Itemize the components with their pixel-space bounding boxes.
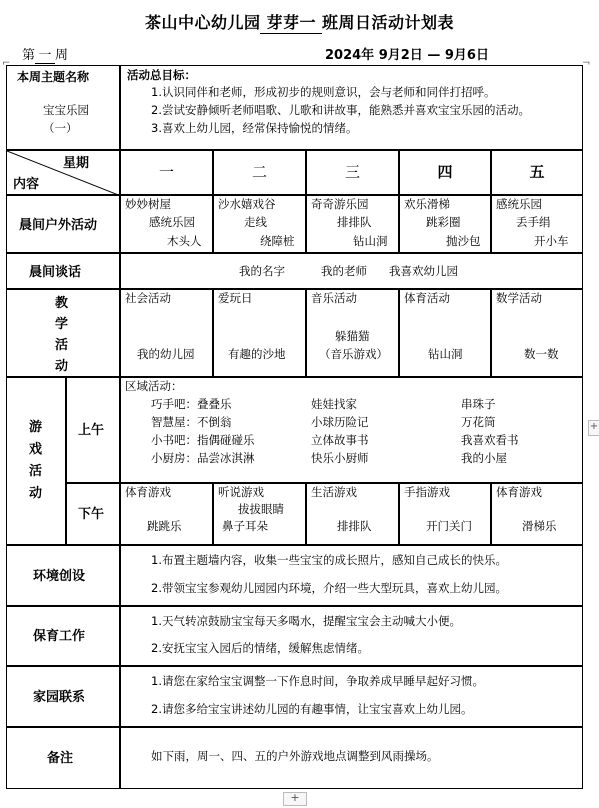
pm-game-type: 手指游戏 <box>404 485 450 499</box>
corner-mark-left: ⌐ <box>2 58 11 69</box>
title-school: 茶山中心幼儿园 <box>144 13 261 32</box>
area-item: 我喜欢看书 <box>461 433 519 447</box>
pm-game-name: 鼻子耳朵 <box>222 519 268 533</box>
date-range: 2024年 9月2日 — 9月6日 <box>325 48 489 63</box>
environment-item: 2.带领宝宝参观幼儿园园内环境，介绍一些大型玩具，喜欢上幼儿园。 <box>151 581 507 595</box>
pm-game-type: 听说游戏 <box>218 485 264 499</box>
goal-item: 2.尝试安静倾听老师唱歌、儿歌和讲故事，能熟悉并喜欢宝宝乐园的活动。 <box>151 103 530 117</box>
games-label-cell <box>6 377 66 545</box>
morning-outdoor-label-cell <box>6 195 120 253</box>
notes-cell <box>120 727 583 789</box>
corner-top-label: 星期 <box>63 156 90 171</box>
outdoor-game: 钻山洞 <box>353 234 388 248</box>
pm-game-name: 跳跳乐 <box>147 519 182 533</box>
teaching-type: 爱玩日 <box>218 291 253 305</box>
area-item: 娃娃找家 <box>311 397 357 411</box>
goal-item: 3.喜欢上幼儿园，经常保持愉悦的情绪。 <box>151 121 358 135</box>
area-item: 智慧屋：不倒翁 <box>151 415 232 429</box>
theme-name: 宝宝乐园 <box>43 103 89 117</box>
outdoor-game: 感统乐园 <box>149 215 195 229</box>
area-item: 串珠子 <box>461 397 496 411</box>
week-line <box>22 44 68 64</box>
outdoor-game: 木头人 <box>167 234 202 248</box>
teaching-topic: 我的幼儿园 <box>137 347 195 361</box>
pm-game-name: 滑梯乐 <box>522 519 557 533</box>
goal-item: 1.认识同伴和老师，形成初步的规则意识，会与老师和同伴打招呼。 <box>151 85 496 99</box>
pm-game-name: 开门关门 <box>426 519 472 533</box>
games-am-label: 上午 <box>78 423 105 438</box>
pm-game-cell <box>120 483 213 545</box>
notes-label-cell <box>6 727 120 789</box>
care-label-cell <box>6 606 120 666</box>
home-label: 家园联系 <box>33 690 86 705</box>
title-class-name: 芽芽一 <box>260 10 322 34</box>
goals-cell <box>120 65 583 150</box>
teaching-topic: 钻山洞 <box>428 347 463 361</box>
teaching-label-char: 活 <box>55 338 69 353</box>
week-number: 一 <box>35 44 55 64</box>
outdoor-game: 绕障桩 <box>260 234 295 248</box>
plan-table <box>6 65 583 789</box>
outdoor-game: 走线 <box>244 215 267 229</box>
games-label-char: 活 <box>29 464 43 479</box>
pm-game-cell <box>491 483 583 545</box>
games-label-char: 动 <box>29 486 43 501</box>
theme-cell <box>6 65 120 150</box>
home-cell <box>120 666 583 727</box>
area-item: 小厨房：品尝冰淇淋 <box>151 451 255 465</box>
care-cell <box>120 606 583 666</box>
outdoor-place: 沙水嬉戏谷 <box>218 197 276 211</box>
day-header: 三 <box>306 150 399 195</box>
morning-outdoor-cell <box>491 195 583 253</box>
pm-game-type: 体育游戏 <box>125 485 171 499</box>
page-title <box>0 10 599 34</box>
goals-label: 活动总目标： <box>127 68 196 82</box>
teaching-cell <box>120 289 213 377</box>
outdoor-game: 抛沙包 <box>446 234 481 248</box>
area-activities-cell <box>120 377 583 483</box>
outdoor-place: 妙妙树屋 <box>125 197 171 211</box>
morning-outdoor-cell <box>306 195 399 253</box>
area-item: 巧手吧：叠叠乐 <box>151 397 232 411</box>
pm-game-cell <box>306 483 399 545</box>
morning-talk-cell <box>120 253 583 289</box>
day-header: 四 <box>399 150 491 195</box>
pm-game-cell <box>399 483 491 545</box>
teaching-cell <box>213 289 306 377</box>
environment-label: 环境创设 <box>33 569 86 584</box>
corner-mark-right: ¬ <box>582 58 591 69</box>
area-item: 我的小屋 <box>461 451 507 465</box>
week-prefix: 第 <box>22 48 36 63</box>
pm-game-cell <box>213 483 306 545</box>
home-label-cell <box>6 666 120 727</box>
teaching-type: 数学活动 <box>496 291 542 305</box>
area-label: 区域活动： <box>125 379 183 393</box>
day-header: 二 <box>213 150 306 195</box>
morning-outdoor-cell <box>213 195 306 253</box>
outdoor-game: 排排队 <box>337 215 372 229</box>
talk-topic: 我喜欢幼儿园 <box>389 264 458 278</box>
pm-game-name: 拔拔眼睛 <box>238 502 284 516</box>
area-item: 万花筒 <box>461 415 496 429</box>
day-header: 五 <box>491 150 583 195</box>
theme-part: （一） <box>43 121 78 135</box>
title-suffix: 班周日活动计划表 <box>322 13 455 32</box>
pm-game-name: 排排队 <box>337 519 372 533</box>
teaching-topic: （音乐游戏） <box>319 347 388 361</box>
teaching-type: 体育活动 <box>404 291 450 305</box>
environment-label-cell <box>6 545 120 606</box>
teaching-topic: 有趣的沙地 <box>228 347 286 361</box>
environment-cell <box>120 545 583 606</box>
teaching-label-cell <box>6 289 120 377</box>
notes-label: 备注 <box>47 751 74 766</box>
outdoor-game: 跳彩圈 <box>426 215 461 229</box>
day-header: 一 <box>120 150 213 195</box>
environment-item: 1.布置主题墙内容，收集一些宝宝的成长照片，感知自己成长的快乐。 <box>151 553 507 567</box>
games-pm-label: 下午 <box>78 507 105 522</box>
morning-outdoor-label: 晨间户外活动 <box>19 218 98 233</box>
teaching-label-char: 学 <box>55 317 69 332</box>
morning-talk-label-cell <box>6 253 120 289</box>
teaching-cell <box>491 289 583 377</box>
home-item: 2.请您多给宝宝讲述幼儿园的有趣事情，让宝宝喜欢上幼儿园。 <box>151 702 473 716</box>
add-row-icon[interactable]: + <box>283 792 307 806</box>
corner-cell <box>6 150 120 195</box>
talk-topic: 我的名字 <box>239 264 285 278</box>
home-item: 1.请您在家给宝宝调整一下作息时间，争取养成早睡早起好习惯。 <box>151 674 484 688</box>
teaching-cell <box>399 289 491 377</box>
teaching-type: 社会活动 <box>125 291 171 305</box>
morning-outdoor-cell <box>399 195 491 253</box>
outdoor-game: 丢手绢 <box>516 215 551 229</box>
games-am-label-cell <box>66 377 120 483</box>
pm-game-type: 体育游戏 <box>496 485 542 499</box>
corner-bottom-label: 内容 <box>13 177 40 192</box>
outdoor-place: 欢乐滑梯 <box>404 197 450 211</box>
care-item: 1.天气转凉鼓励宝宝每天多喝水，提醒宝宝会主动喊大小便。 <box>151 614 461 628</box>
area-item: 小球历险记 <box>311 415 369 429</box>
games-label-char: 游 <box>29 420 43 435</box>
outdoor-place: 感统乐园 <box>496 197 542 211</box>
area-item: 快乐小厨师 <box>311 451 369 465</box>
add-column-icon[interactable]: + <box>588 420 599 436</box>
teaching-type: 音乐活动 <box>311 291 357 305</box>
theme-label: 本周主题名称 <box>17 70 90 84</box>
games-label-char: 戏 <box>29 442 43 457</box>
talk-topic: 我的老师 <box>321 264 367 278</box>
notes-text: 如下雨，周一、四、五的户外游戏地点调整到风雨操场。 <box>151 749 439 763</box>
outdoor-game: 开小车 <box>534 234 569 248</box>
teaching-cell <box>306 289 399 377</box>
care-label: 保育工作 <box>33 629 86 644</box>
area-item: 立体故事书 <box>311 433 369 447</box>
teaching-topic: 数一数 <box>524 347 559 361</box>
teaching-label-char: 教 <box>55 296 69 311</box>
outdoor-place: 奇奇游乐园 <box>311 197 369 211</box>
games-pm-label-cell <box>66 483 120 545</box>
morning-outdoor-cell <box>120 195 213 253</box>
teaching-topic: 躲猫猫 <box>335 329 370 343</box>
morning-talk-label: 晨间谈话 <box>29 265 82 280</box>
teaching-label-char: 动 <box>55 359 69 374</box>
area-item: 小书吧：指偶碰碰乐 <box>151 433 255 447</box>
week-suffix: 周 <box>55 48 69 63</box>
pm-game-type: 生活游戏 <box>311 485 357 499</box>
care-item: 2.安抚宝宝入园后的情绪，缓解焦虑情绪。 <box>151 641 369 655</box>
